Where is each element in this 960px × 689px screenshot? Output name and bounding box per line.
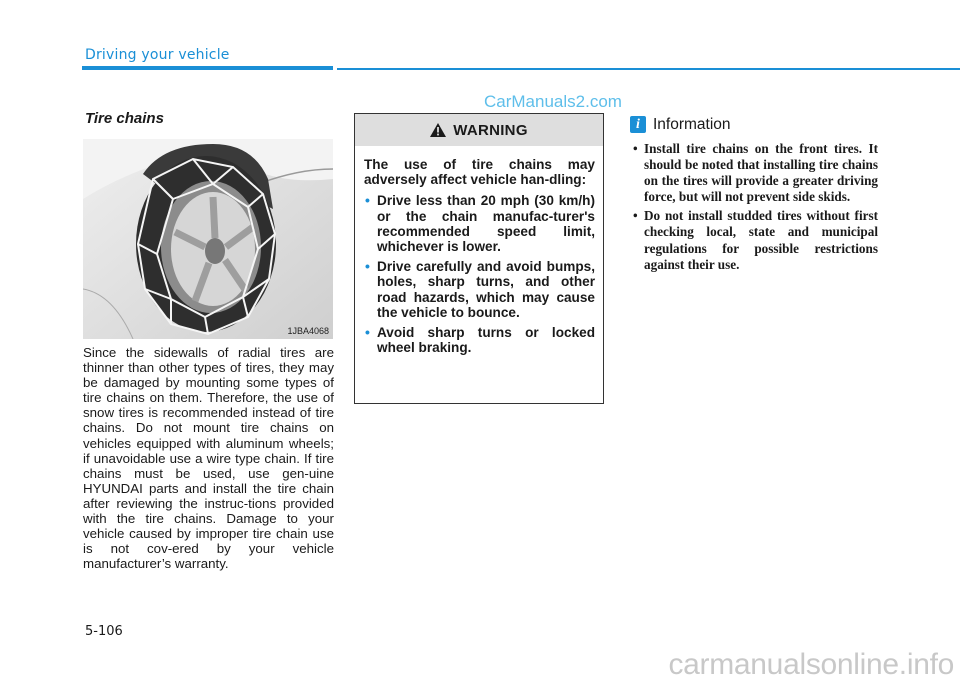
information-item: • Install tire chains on the front tires. It should be noted that installing tire chains on the tires will provide a greater driving force, but will not prevent side skids. xyxy=(633,141,878,205)
information-item: • Do not install studded tires without first checking local, state and municipal regulations for possible restrictions against their use. xyxy=(633,208,878,272)
information-list xyxy=(633,141,878,276)
watermark-top: CarManuals2.com xyxy=(484,92,622,111)
tire-chain-illustration xyxy=(83,139,333,339)
header-rule-thick xyxy=(82,66,333,70)
header-rule-thin xyxy=(337,68,960,70)
figure-code: 1JBA4068 xyxy=(287,326,329,336)
bullet-icon: • xyxy=(365,324,370,341)
body-paragraph: Since the sidewalls of radial tires are thinner than other types of tires, they may be damaged by mounting some types of tire chains on them. Therefore, the use of snow tires is recommended instead of tire chains. Do not mount tire chains on vehicles equipped with aluminum wheels; if unavoidable use a wire type chain. If tire chains must be used, use gen-uine HYUNDAI parts and install the tire chain after reviewing the instruc-tions provided with the tire chains. Damage to your vehicle caused by improper tire chain use is not cov-ered by your vehicle manufacturer’s warranty. xyxy=(83,345,334,572)
tire-chain-drawing xyxy=(83,139,333,339)
watermark-bottom: carmanualsonline.info xyxy=(668,648,954,681)
warning-intro: The use of tire chains may adversely affect vehicle han-dling: xyxy=(364,157,595,188)
warning-header xyxy=(355,114,603,146)
warning-item: • Avoid sharp turns or locked wheel braking. xyxy=(365,324,595,356)
information-title: Information xyxy=(653,116,731,133)
warning-box xyxy=(354,113,604,404)
section-title: Tire chains xyxy=(85,110,164,127)
info-icon: i xyxy=(630,116,646,133)
bullet-icon: • xyxy=(365,192,370,209)
page-number: 5-106 xyxy=(85,624,123,639)
section-header-title: Driving your vehicle xyxy=(85,47,230,63)
warning-body xyxy=(355,146,603,355)
warning-triangle-icon xyxy=(430,123,446,137)
bullet-icon: • xyxy=(365,258,370,275)
warning-item: • Drive less than 20 mph (30 km/h) or the chain manufac-turer's recommended speed limit, whichever is lower. xyxy=(365,192,595,255)
bullet-icon: • xyxy=(633,141,638,156)
warning-list xyxy=(364,193,595,355)
warning-item: • Drive carefully and avoid bumps, holes, sharp turns, and other road hazards, which may cause the vehicle to bounce. xyxy=(365,258,595,320)
warning-label: WARNING xyxy=(453,121,528,139)
bullet-icon: • xyxy=(633,208,638,224)
